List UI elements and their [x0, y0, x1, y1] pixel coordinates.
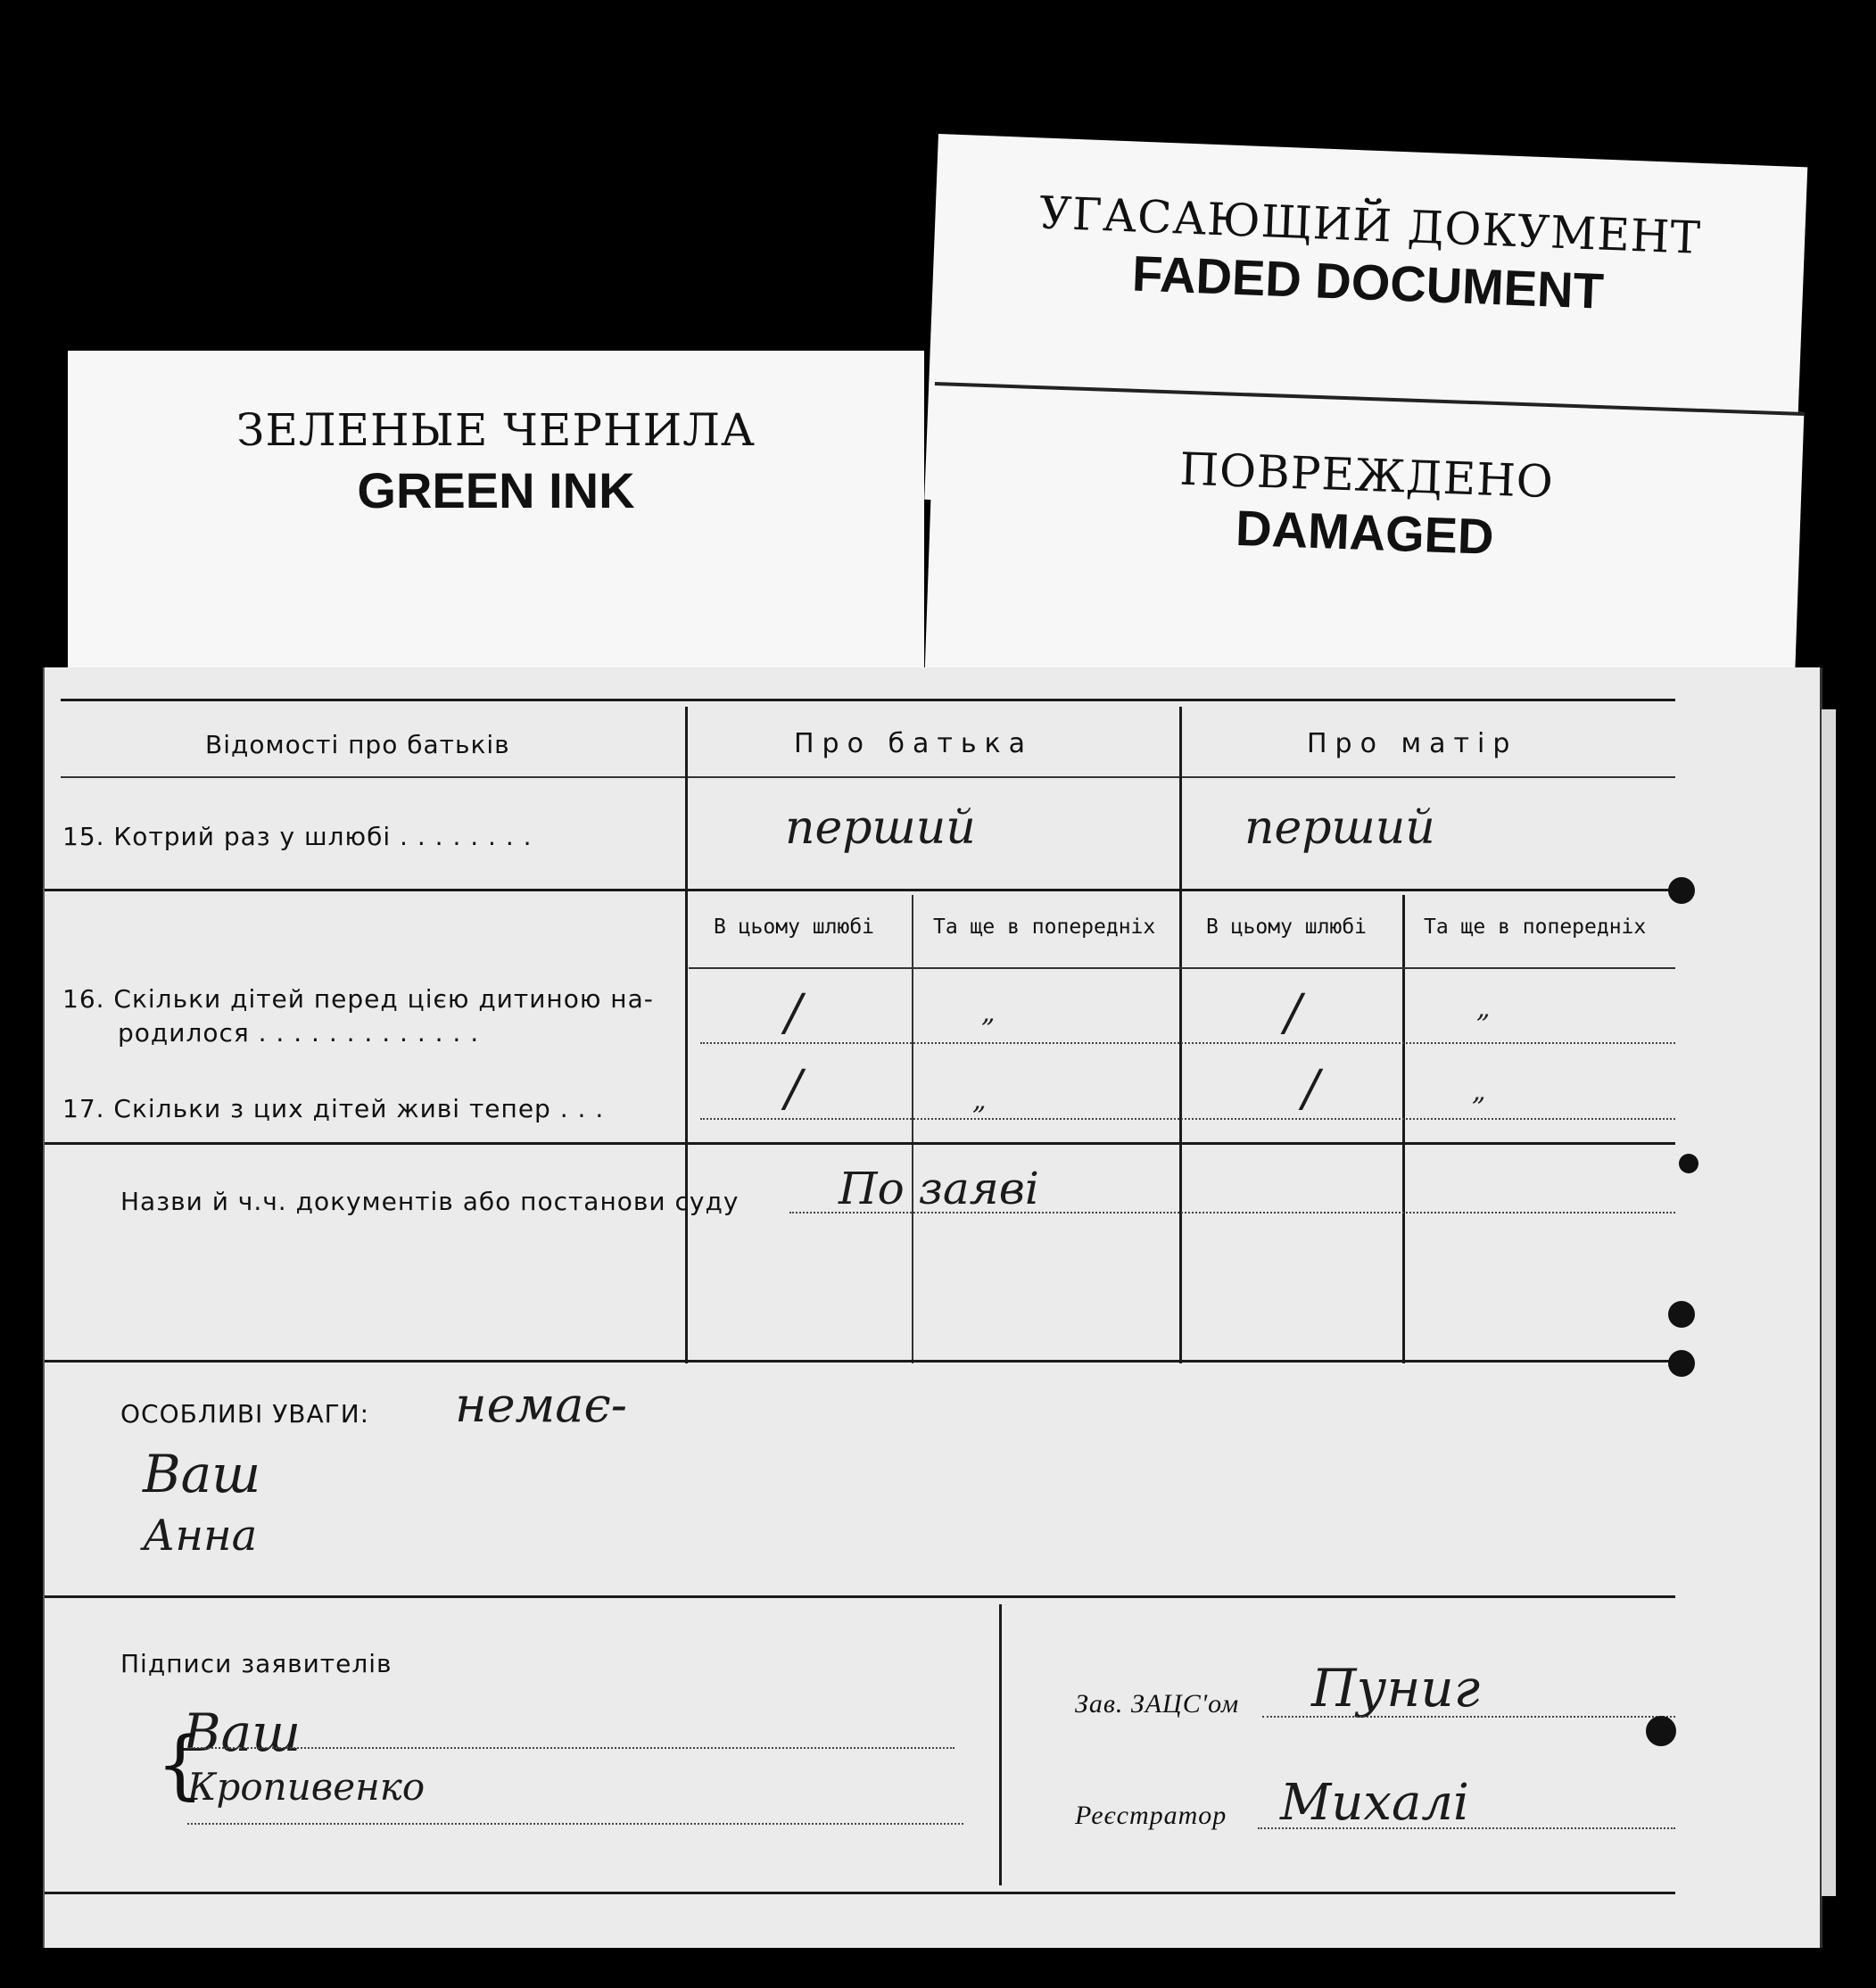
- subheader-father-this: В цьому шлюбі: [714, 915, 875, 939]
- registrar-label: Реєстратор: [1075, 1801, 1227, 1830]
- birth-record-form: [43, 667, 1822, 1948]
- subheader-father-prev: Та ще в попередніх: [933, 915, 1156, 939]
- q16-label-line1: 16. Скільки дітей перед цією дитиною на-: [62, 984, 654, 1014]
- header-about-parents: Відомості про батьків: [205, 730, 510, 759]
- q17-mother-this: /: [1302, 1060, 1319, 1118]
- q17-father-prev: „: [972, 1085, 987, 1116]
- notes-signature-2: Анна: [143, 1511, 258, 1561]
- damaged-label-ru: ПОВРЕЖДЕНО: [1178, 443, 1555, 509]
- documents-label: Назви й ч.ч. документів або постанови суду: [120, 1187, 740, 1216]
- q17-label: 17. Скільки з цих дітей живі тепер . . .: [62, 1094, 605, 1123]
- q16-label-line2: родилося . . . . . . . . . . . . .: [118, 1018, 480, 1048]
- q16-mother-prev: „: [1476, 993, 1491, 1024]
- damaged-label-en: DAMAGED: [1235, 499, 1495, 565]
- subheader-mother-this: В цьому шлюбі: [1206, 915, 1368, 939]
- green-ink-card: [68, 351, 924, 699]
- binder-hole: [1668, 1350, 1695, 1377]
- header-father: Про батька: [794, 728, 1034, 759]
- faded-label-en: FADED DOCUMENT: [1131, 244, 1605, 319]
- q16-father-prev: „: [981, 998, 996, 1029]
- registrar-signature: Михалі: [1280, 1774, 1469, 1832]
- q15-mother-value: перший: [1244, 801, 1435, 855]
- subheader-mother-prev: Та ще в попередніх: [1424, 915, 1647, 939]
- binder-hole: [1679, 1154, 1698, 1173]
- header-mother: Про матір: [1307, 728, 1518, 759]
- notes-value: немає-: [455, 1377, 627, 1433]
- documents-value: По заяві: [839, 1163, 1039, 1214]
- binder-hole: [1646, 1716, 1676, 1746]
- green-ink-label-ru: ЗЕЛЕНЫЕ ЧЕРНИЛА: [236, 404, 756, 456]
- applicant-signature-1: Ваш: [183, 1702, 302, 1763]
- applicant-signature-2: Кропивенко: [187, 1765, 426, 1809]
- applicants-label: Підписи заявителів: [120, 1649, 393, 1678]
- head-label: Зав. ЗАЦС'ом: [1075, 1689, 1240, 1719]
- green-ink-label-en: GREEN INK: [357, 462, 635, 518]
- binder-hole: [1668, 1301, 1695, 1328]
- q15-father-value: перший: [785, 801, 976, 855]
- faded-label-ru: УГАСАЮЩИЙ ДОКУМЕНТ: [1037, 186, 1702, 264]
- q16-mother-this: /: [1285, 984, 1302, 1042]
- notes-label: ОСОБЛИВІ УВАГИ:: [120, 1399, 370, 1429]
- binder-hole: [1668, 877, 1695, 904]
- head-signature: Пуниг: [1311, 1658, 1481, 1719]
- underlying-sheet-edge: [1822, 709, 1836, 1896]
- q17-mother-prev: „: [1472, 1076, 1486, 1107]
- q16-father-this: /: [785, 984, 802, 1042]
- q17-father-this: /: [785, 1060, 802, 1118]
- q15-label: 15. Котрий раз у шлюбі . . . . . . . .: [62, 822, 533, 851]
- applicants-brace: {: [156, 1720, 205, 1808]
- notes-signature-1: Ваш: [143, 1444, 261, 1504]
